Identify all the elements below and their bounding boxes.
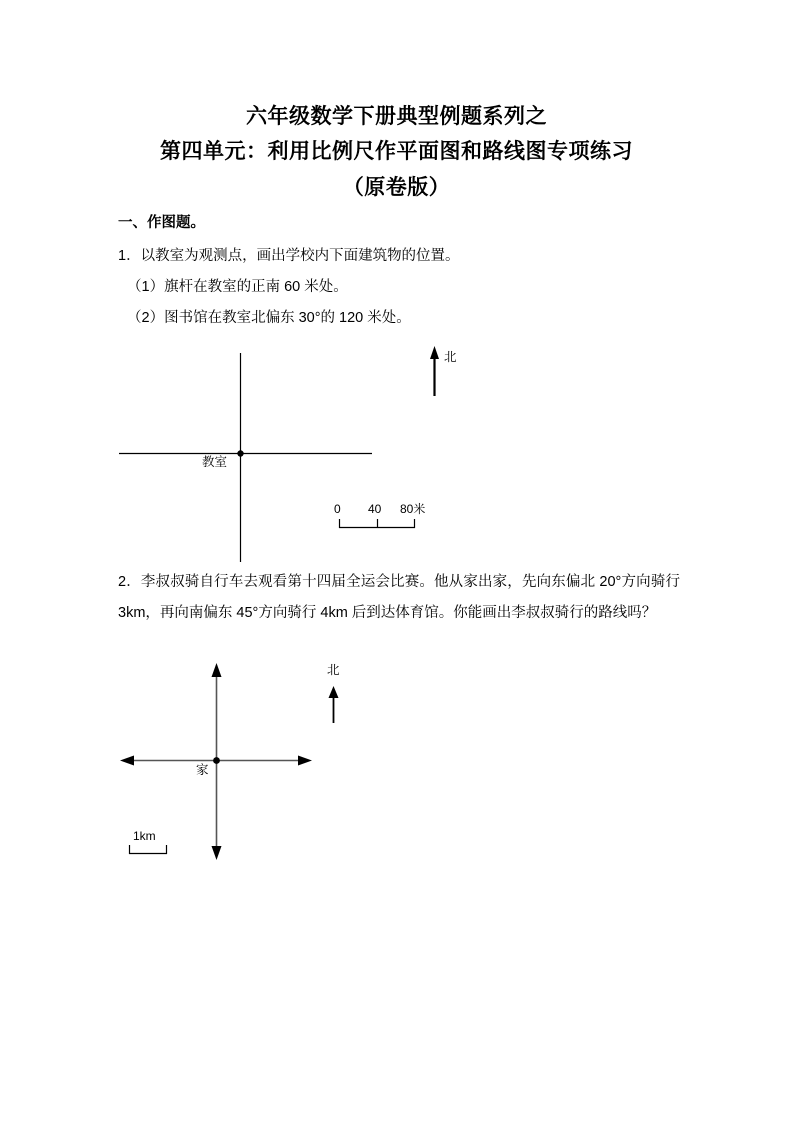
figure-1-canvas (0, 330, 793, 570)
figure-2-west-arrowhead-icon (120, 756, 134, 766)
figure-1-scale-tick-label-80: 80米 (400, 502, 426, 516)
figure-2-scale-label: 1km (133, 829, 156, 843)
question-2-figure (0, 655, 793, 880)
question-1-sub-item-2: （2）图书馆在教室北偏东 30°的 120 米处。 (127, 310, 411, 326)
figure-2-compass-label: 北 (327, 663, 340, 677)
title-line-1: 六年级数学下册典型例题系列之 (246, 105, 547, 128)
question-1-stem: 1．以教室为观测点，画出学校内下面建筑物的位置。 (118, 248, 460, 264)
title-line-3: （原卷版） (342, 176, 451, 199)
figure-2-north-arrow-head-icon (329, 686, 339, 698)
question-1-figure (0, 330, 793, 570)
figure-1-origin-dot (237, 450, 243, 456)
north-arrow-head-icon (430, 346, 439, 359)
title-line-2: 第四单元：利用比例尺作平面图和路线图专项练习 (160, 140, 633, 163)
figure-2-east-arrowhead-icon (298, 756, 312, 766)
figure-2-south-arrowhead-icon (212, 846, 222, 860)
figure-1-compass-label: 北 (444, 350, 457, 364)
question-2-stem: 2．李叔叔骑自行车去观看第十四届全运会比赛。他从家出家，先向东偏北 20°方向骑行 3km，再向南偏东 45°方向骑行 4km 后到达体育馆。你能画出李叔叔骑行的路线吗？ (118, 574, 680, 621)
figure-1-origin-label: 教室 (202, 455, 228, 469)
figure-2-origin-dot (213, 757, 220, 764)
figure-2-canvas (0, 655, 793, 880)
section-heading: 一、作图题。 (118, 215, 205, 231)
figure-2-north-arrowhead-icon (212, 663, 222, 677)
question-1-sub-item-1: （1）旗杆在教室的正南 60 米处。 (127, 279, 348, 295)
figure-2-origin-label: 家 (196, 763, 209, 777)
document-title (0, 100, 793, 205)
figure-1-scale-tick-label-40: 40 (368, 502, 382, 516)
figure-1-scale-tick-label-0: 0 (334, 502, 341, 516)
